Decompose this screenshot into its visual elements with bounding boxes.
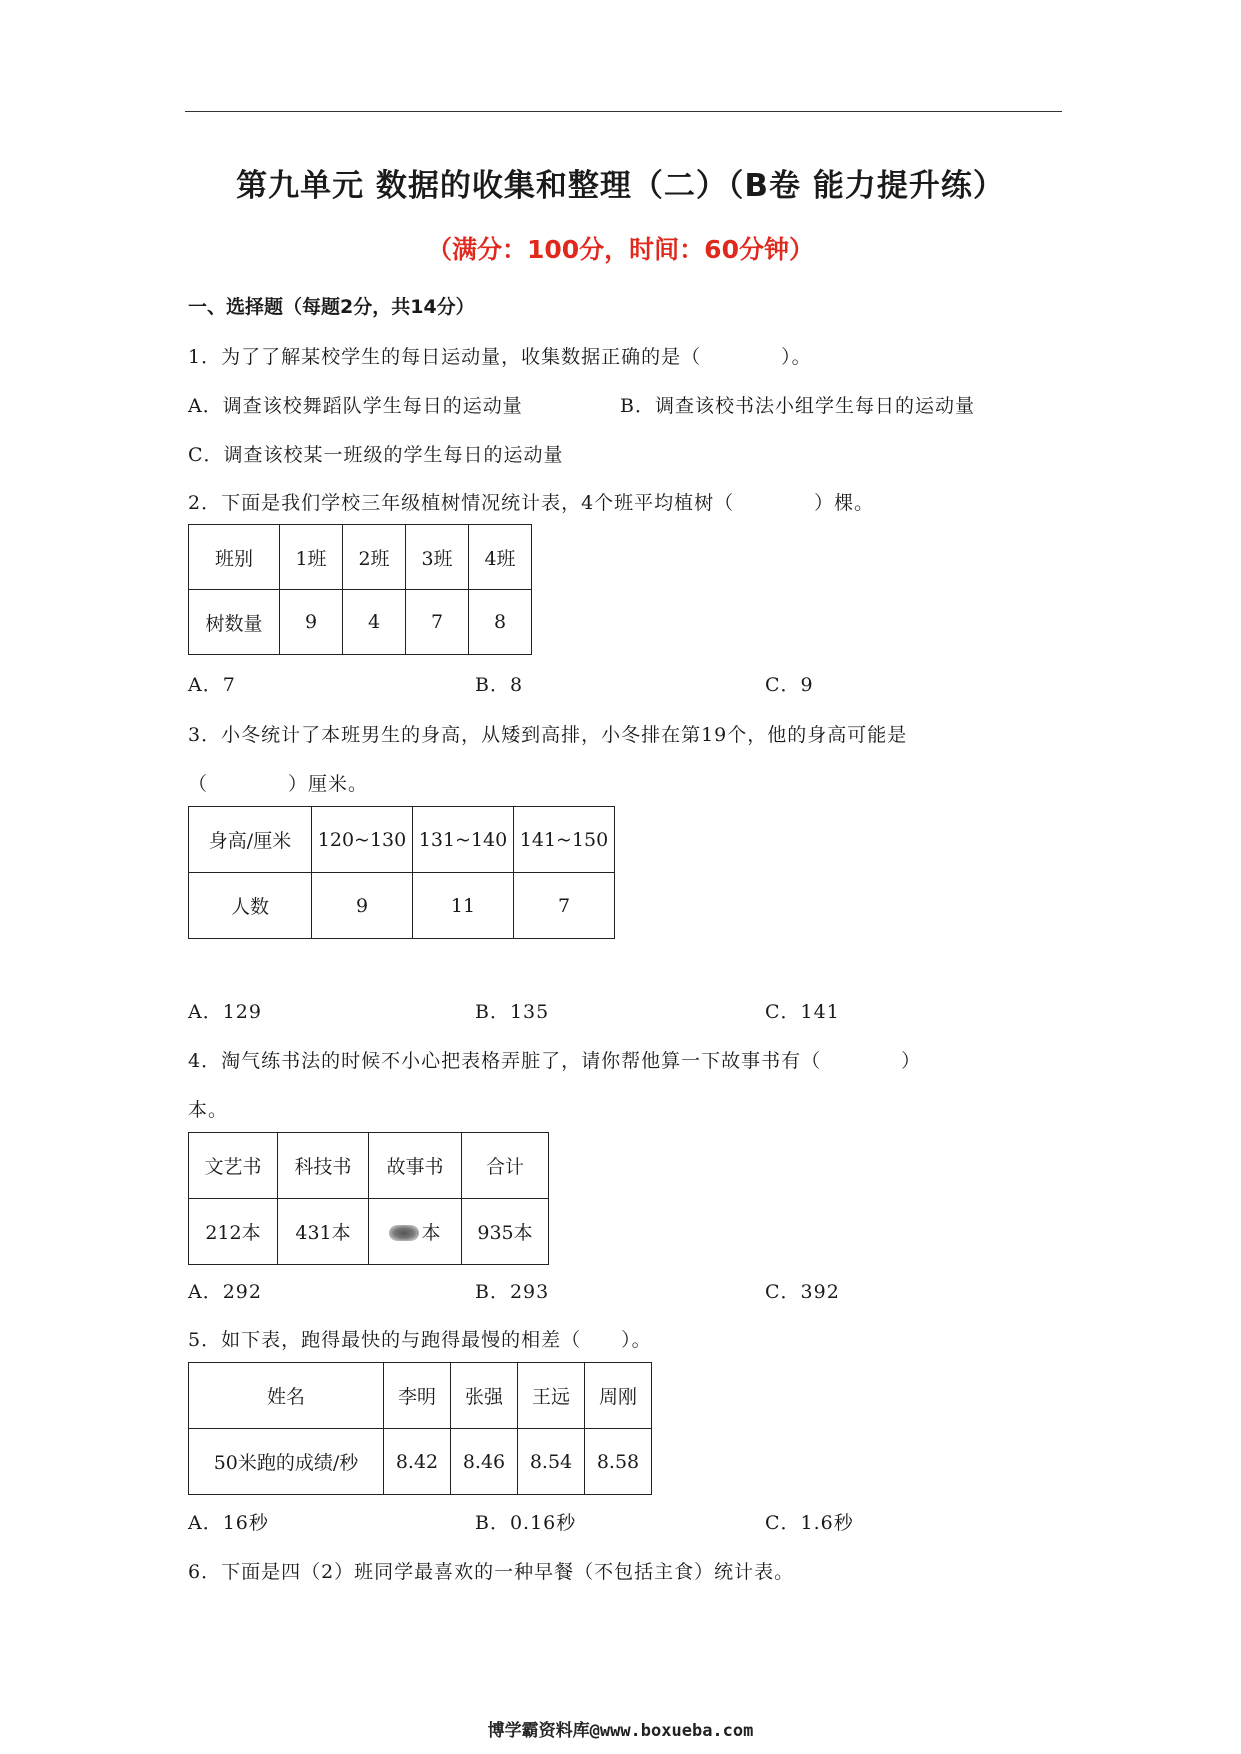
q4-table — [188, 1132, 549, 1265]
table-cell: 212本 — [189, 1199, 278, 1265]
q2-option-a: A．7 — [188, 674, 236, 696]
q3-option-c: C．141 — [765, 1001, 840, 1023]
q1-option-c: C．调查该校某一班级的学生每日的运动量 — [188, 444, 564, 466]
question-3-text: 3．小冬统计了本班男生的身高，从矮到高排，小冬排在第19个，他的身高可能是 — [188, 724, 908, 746]
q3-option-b: B．135 — [475, 1001, 550, 1023]
table-cell: 人数 — [189, 873, 312, 939]
q5-option-b: B．0.16秒 — [475, 1512, 577, 1534]
question-4-text-cont: 本。 — [188, 1099, 229, 1121]
q4-option-a: A．292 — [188, 1281, 262, 1303]
page-title: 第九单元 数据的收集和整理（二）（B卷 能力提升练） — [236, 168, 1005, 204]
table-cell: 张强 — [451, 1363, 518, 1429]
table-cell: 9 — [280, 590, 343, 655]
question-3-text-cont: （ ）厘米。 — [188, 773, 369, 795]
table-cell: 班别 — [189, 525, 280, 590]
table-cell-smudged — [369, 1199, 462, 1265]
table-cell: 合计 — [462, 1133, 549, 1199]
q1-option-a: A．调查该校舞蹈队学生每日的运动量 — [188, 395, 523, 417]
table-cell: 935本 — [462, 1199, 549, 1265]
table-row — [189, 590, 532, 655]
table-row — [189, 525, 532, 590]
table-cell: 8.46 — [451, 1429, 518, 1495]
table-cell: 文艺书 — [189, 1133, 278, 1199]
table-cell: 8.42 — [384, 1429, 451, 1495]
table-cell: 李明 — [384, 1363, 451, 1429]
table-row — [189, 873, 615, 939]
table-cell: 3班 — [406, 525, 469, 590]
q3-table — [188, 806, 615, 939]
table-row — [189, 1199, 549, 1265]
table-cell: 4班 — [469, 525, 532, 590]
q2-option-b: B．8 — [475, 674, 524, 696]
table-cell: 141~150 — [514, 807, 615, 873]
footer-watermark: 博学霸资料库@www.boxueba.com — [487, 1721, 754, 1741]
table-cell: 王远 — [518, 1363, 585, 1429]
table-cell-unit: 本 — [421, 1222, 441, 1244]
ink-smudge — [389, 1225, 419, 1241]
q5-option-a: A．16秒 — [188, 1512, 269, 1534]
table-cell: 身高/厘米 — [189, 807, 312, 873]
table-row — [189, 1133, 549, 1199]
table-cell: 50米跑的成绩/秒 — [189, 1429, 384, 1495]
question-2-text: 2．下面是我们学校三年级植树情况统计表，4个班平均植树（ ）棵。 — [188, 492, 875, 514]
q3-option-a: A．129 — [188, 1001, 262, 1023]
table-cell: 故事书 — [369, 1133, 462, 1199]
question-4-text: 4．淘气练书法的时候不小心把表格弄脏了，请你帮他算一下故事书有（ ） — [188, 1050, 922, 1072]
table-cell: 科技书 — [278, 1133, 369, 1199]
question-6-text: 6．下面是四（2）班同学最喜欢的一种早餐（不包括主食）统计表。 — [188, 1561, 795, 1583]
table-cell: 11 — [413, 873, 514, 939]
table-cell: 9 — [312, 873, 413, 939]
table-row — [189, 1363, 652, 1429]
table-cell: 8.58 — [585, 1429, 652, 1495]
table-cell: 1班 — [280, 525, 343, 590]
q4-option-b: B．293 — [475, 1281, 550, 1303]
question-1-text: 1．为了了解某校学生的每日运动量，收集数据正确的是（ ）。 — [188, 346, 812, 368]
question-5-text: 5．如下表，跑得最快的与跑得最慢的相差（ ）。 — [188, 1329, 652, 1351]
table-cell: 周刚 — [585, 1363, 652, 1429]
table-cell: 树数量 — [189, 590, 280, 655]
table-cell: 8 — [469, 590, 532, 655]
table-cell: 431本 — [278, 1199, 369, 1265]
table-row — [189, 1429, 652, 1495]
table-row — [189, 807, 615, 873]
section-heading: 一、选择题（每题2分，共14分） — [188, 296, 475, 318]
table-cell: 131~140 — [413, 807, 514, 873]
q2-table — [188, 524, 532, 655]
exam-info: （满分：100分，时间：60分钟） — [427, 235, 814, 264]
table-cell: 2班 — [343, 525, 406, 590]
q5-table — [188, 1362, 652, 1495]
q5-option-c: C．1.6秒 — [765, 1512, 854, 1534]
table-cell: 120~130 — [312, 807, 413, 873]
table-cell: 7 — [406, 590, 469, 655]
table-cell: 姓名 — [189, 1363, 384, 1429]
table-cell: 7 — [514, 873, 615, 939]
q1-option-b: B．调查该校书法小组学生每日的运动量 — [620, 395, 975, 417]
table-cell: 4 — [343, 590, 406, 655]
table-cell: 8.54 — [518, 1429, 585, 1495]
q2-option-c: C．9 — [765, 674, 814, 696]
q4-option-c: C．392 — [765, 1281, 840, 1303]
header-rule — [185, 111, 1062, 112]
